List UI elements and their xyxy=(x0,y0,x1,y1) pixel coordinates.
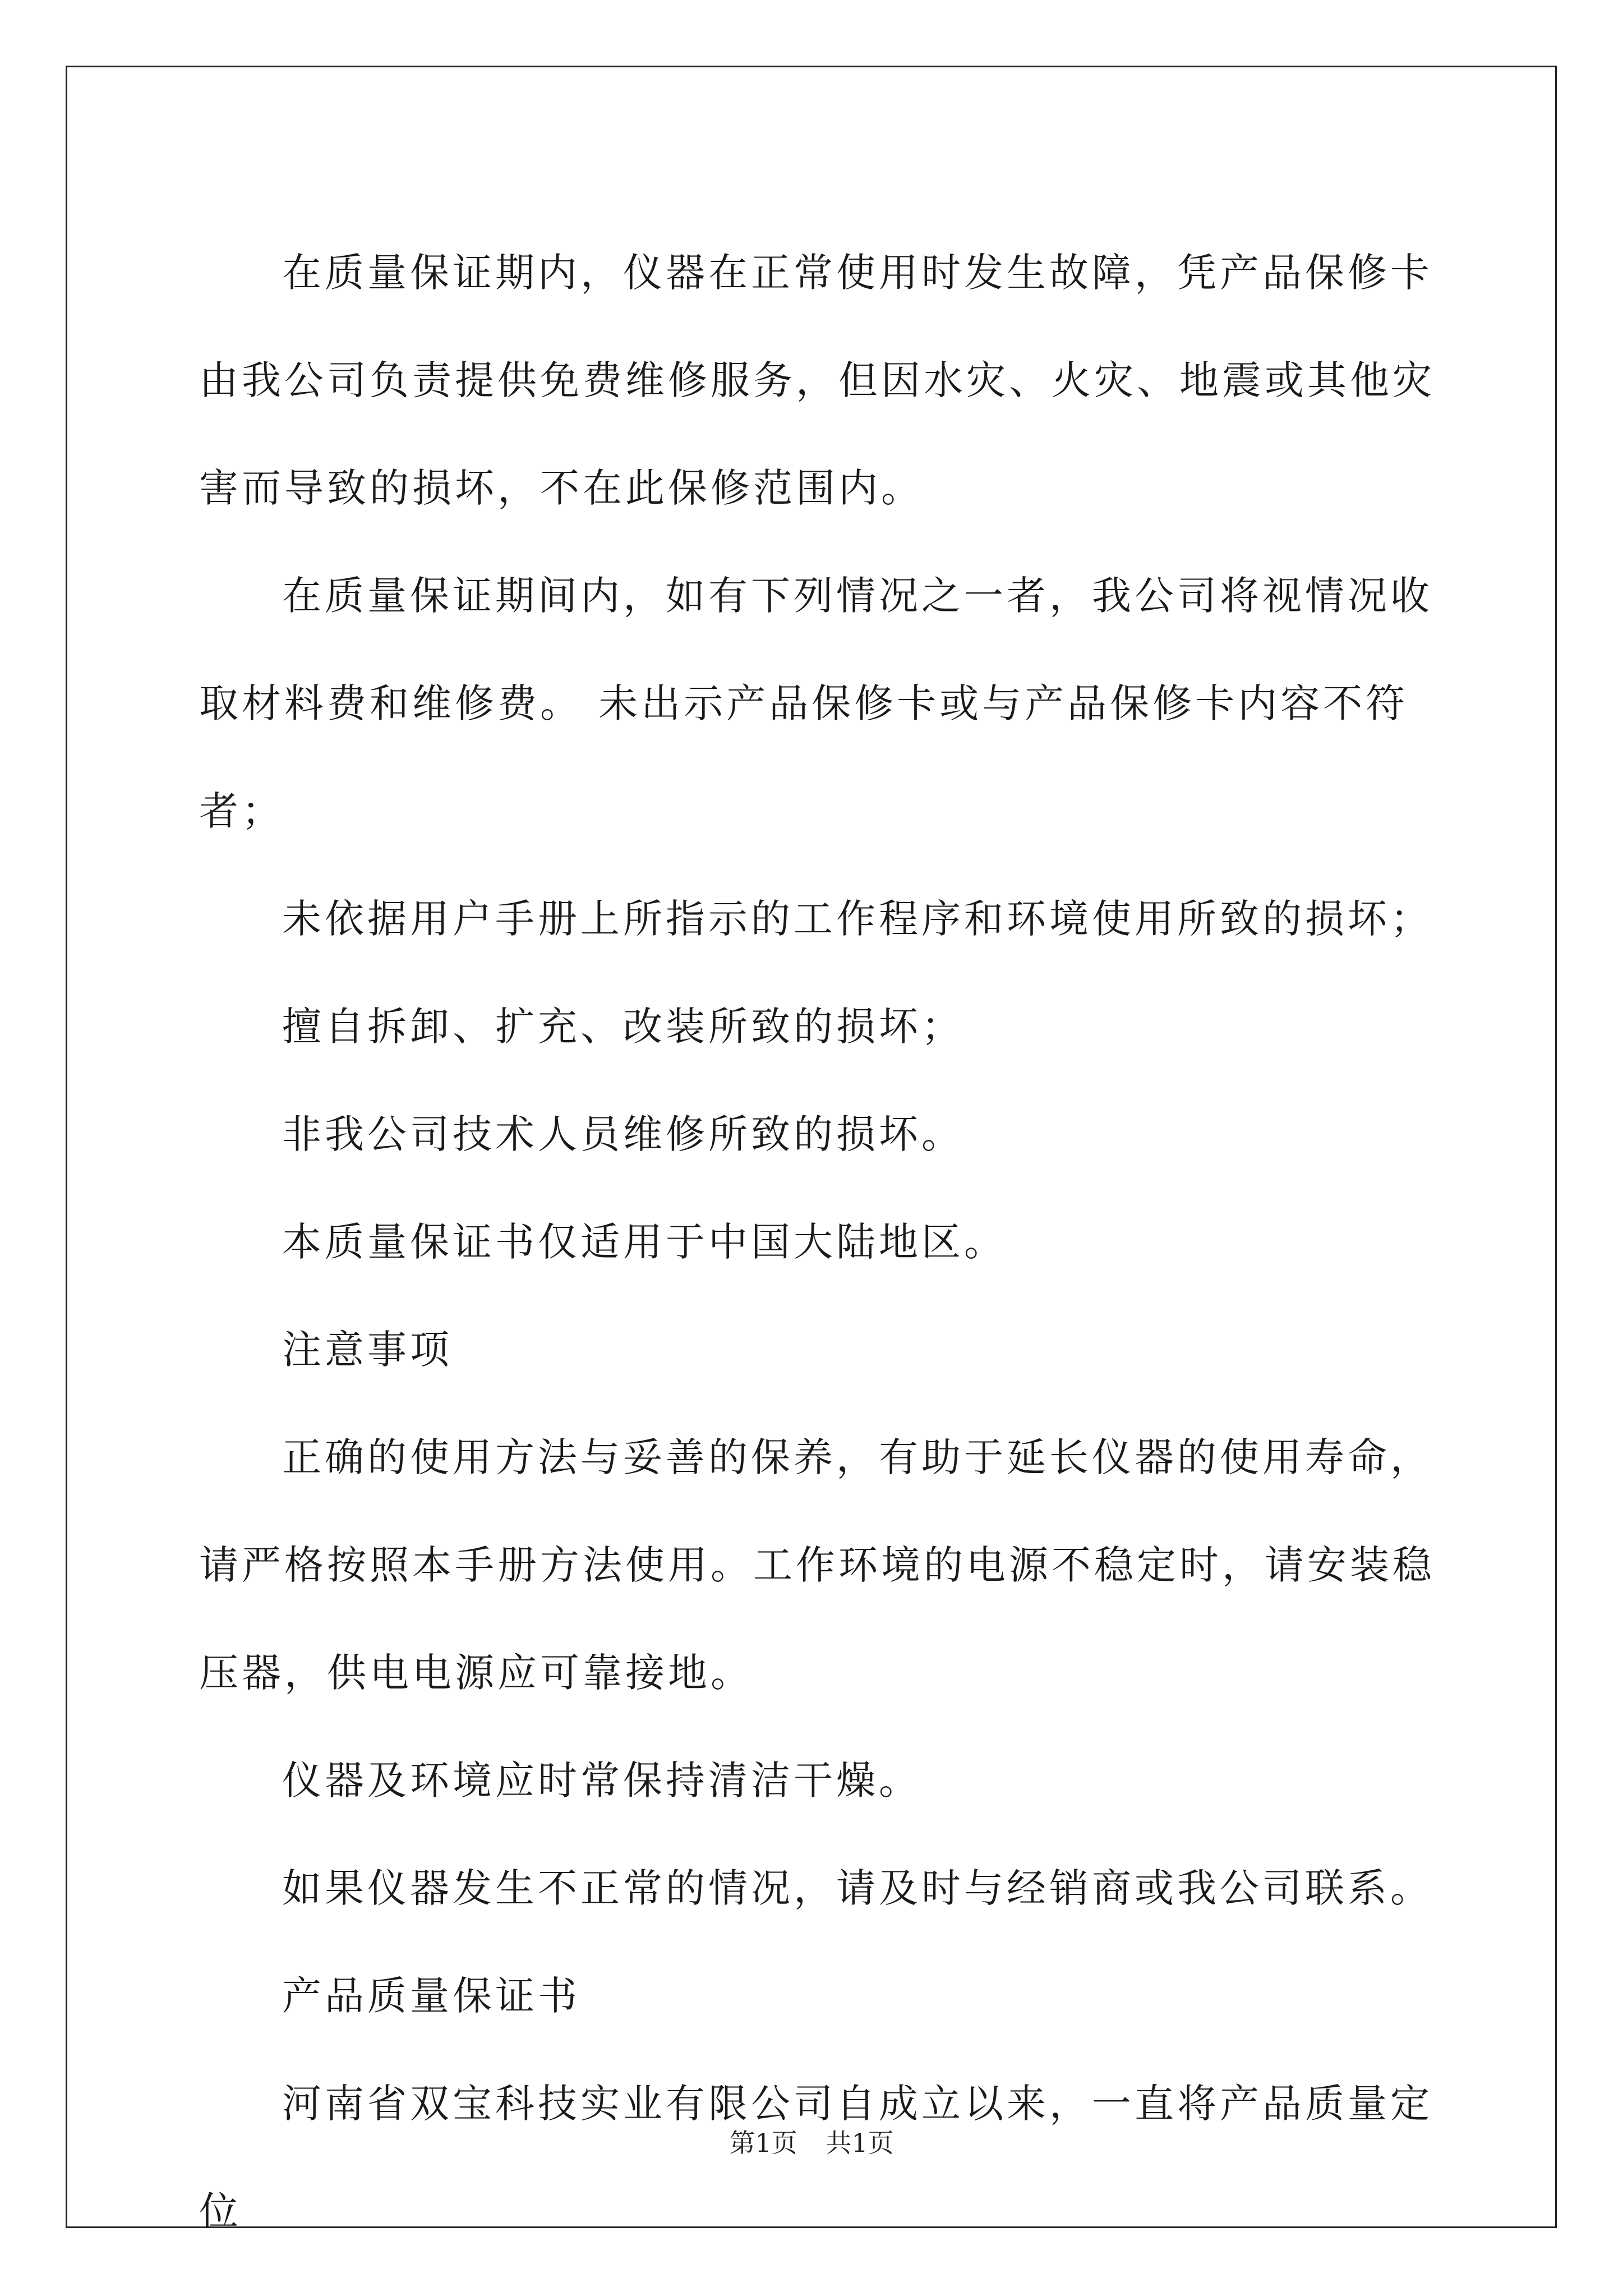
paragraph-clean-dry: 仪器及环境应时常保持清洁干燥。 xyxy=(282,1757,921,1803)
paragraph-condition-unauthorized-repair: 非我公司技术人员维修所致的损坏。 xyxy=(282,1111,964,1157)
document-body xyxy=(199,219,1440,2265)
paragraph-condition-manual: 未依据用户手册上所指示的工作程序和环境使用所致的损坏； xyxy=(282,896,1433,942)
paragraph-contact: 如果仪器发生不正常的情况，请及时与经销商或我公司联系。 xyxy=(282,1865,1433,1911)
paragraph-usage: 正确的使用方法与妥善的保养，有助于延长仪器的使用寿命，请严格按照本手册方法使用。工作环境的电源不稳定时，请安装稳压器，供电电源应可靠接地。 xyxy=(199,1434,1435,1696)
paragraph-company-intro: 河南省双宝科技实业有限公司自成立以来，一直将产品质量定位 xyxy=(199,2081,1433,2234)
heading-quality-certificate: 产品质量保证书 xyxy=(282,1973,580,2019)
paragraph-condition-disassembly: 擅自拆卸、扩充、改装所致的损坏； xyxy=(282,1004,964,1050)
page-number: 第1页 xyxy=(729,2128,797,2158)
page-total: 共1页 xyxy=(826,2128,894,2158)
paragraph-warranty-coverage: 在质量保证期内，仪器在正常使用时发生故障，凭产品保修卡由我公司负责提供免费维修服务，但因水灾、火灾、地震或其他灾害而导致的损坏，不在此保修范围内。 xyxy=(199,250,1435,511)
paragraph-fee-conditions: 在质量保证期间内，如有下列情况之一者，我公司将视情况收取材料费和维修费。 未出示产品保修卡或与产品保修卡内容不符者； xyxy=(199,573,1433,834)
heading-notes: 注意事项 xyxy=(282,1327,453,1373)
paragraph-region: 本质量保证书仅适用于中国大陆地区。 xyxy=(282,1219,1007,1265)
page-footer xyxy=(0,2126,1623,2160)
